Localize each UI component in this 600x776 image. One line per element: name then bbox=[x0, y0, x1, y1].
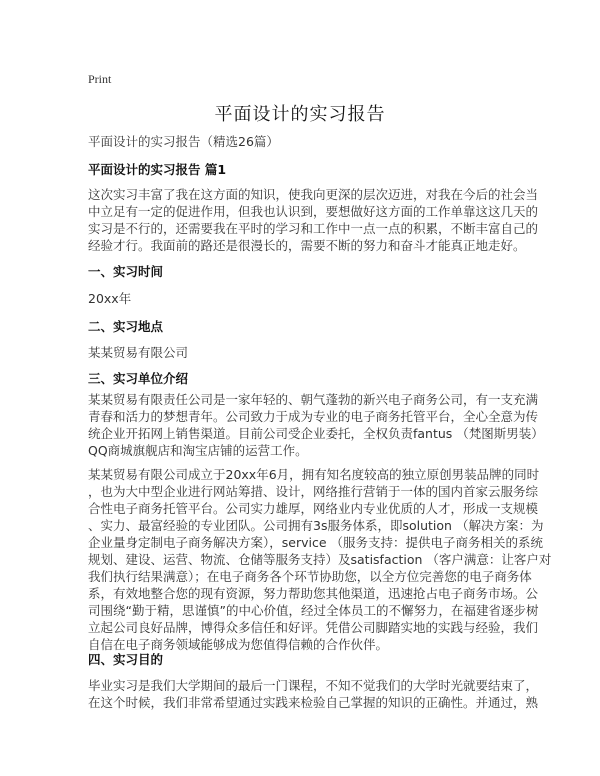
section-body-location bbox=[88, 344, 518, 361]
paragraph-line: 经验才行。我面前的路还是很漫长的，需要不断的努力和奋斗才能真正地走好。 bbox=[88, 238, 526, 253]
document-title: 平面设计的实习报告 bbox=[214, 104, 386, 125]
paragraph-line: 规划、建设、运营、物流、仓储等服务支持）及satisfaction （客户满意：让客户对 bbox=[88, 552, 552, 567]
paragraph-line: 企业量身定制电子商务解决方案），service （服务支持：提供电子商务相关的系统 bbox=[88, 535, 544, 550]
company-paragraph-2 bbox=[88, 466, 552, 653]
paragraph-line: 系，有效地整合您的现有资源，努力帮助您其他渠道，迅速抢占电子商务市场。公 bbox=[88, 586, 539, 601]
paragraph-line: 司围绕“勤于精，思谨慎”的中心价值，经过全体员工的不懈努力，在福建省逐步树 bbox=[88, 603, 539, 618]
section-heading-location: 二、实习地点 bbox=[88, 319, 164, 334]
paragraph-line: 实习是不行的，还需要我在平时的学习和工作中一点一点的积累，不断丰富自己的 bbox=[88, 221, 539, 236]
paragraph-line: 青春和活力的梦想青年。公司致力于成为专业的电子商务托管平台，全心全意为传 bbox=[88, 409, 539, 424]
paragraph-line: 我们执行结果满意）；在电子商务各个环节协助您，以全方位完善您的电子商务体 bbox=[88, 569, 532, 584]
section-heading-time: 一、实习时间 bbox=[88, 264, 164, 279]
section-heading-company: 三、实习单位介绍 bbox=[88, 371, 189, 386]
paragraph-line: 中立足有一定的促进作用，但我也认识到，要想做好这方面的工作单靠这这几天的 bbox=[88, 204, 539, 219]
chapter-heading: 平面设计的实习报告 篇1 bbox=[88, 162, 227, 177]
paragraph-line: 20xx年 bbox=[88, 291, 132, 306]
paragraph-line: 某某贸易有限公司成立于20xx年6月，拥有知名度较高的独立原创男装品牌的同时 bbox=[88, 467, 540, 482]
paragraph-line: 统企业开拓网上销售渠道。目前公司受企业委托，全权负责fantus （梵图斯男装） bbox=[88, 426, 544, 441]
paragraph-line: 在这个时候，我们非常希望通过实践来检验自己掌握的知识的正确性。并通过，熟 bbox=[88, 695, 539, 710]
paragraph-line: QQ商城旗舰店和淘宝店铺的运营工作。 bbox=[88, 443, 308, 458]
company-paragraph-1 bbox=[88, 391, 544, 459]
paragraph-line: ，也为大中型企业进行网站筹措、设计，网络推行营销于一体的国内首家云服务综 bbox=[88, 484, 539, 499]
paragraph-line: 自信在电子商务领域能够成为您值得信赖的合作伙伴。 bbox=[88, 637, 389, 652]
document-subtitle: 平面设计的实习报告（精选26篇） bbox=[88, 134, 279, 149]
paragraph-line: 、实力、最富经验的专业团队。公司拥有3s服务体系，即solution （解决方案：为 bbox=[88, 518, 544, 533]
paragraph-line: 某某贸易有限责任公司是一家年轻的、朝气蓬勃的新兴电子商务公司，有一支充满 bbox=[88, 392, 539, 407]
section-heading-purpose: 四、实习目的 bbox=[88, 652, 164, 667]
intro-paragraph bbox=[88, 186, 539, 254]
section-body-time bbox=[88, 290, 518, 307]
paragraph-line: 某某贸易有限公司 bbox=[88, 345, 189, 360]
paragraph-line: 毕业实习是我们大学期间的最后一门课程，不知不觉我们的大学时光就要结束了， bbox=[88, 678, 539, 693]
purpose-paragraph bbox=[88, 677, 539, 711]
paragraph-line: 合性电子商务托管平台。公司实力雄厚，网络业内专业优质的人才，形成一支规模 bbox=[88, 501, 539, 516]
paragraph-line: 立起公司良好品牌，博得众多信任和好评。凭借公司脚踏实地的实践与经验，我们 bbox=[88, 620, 539, 635]
paragraph-line: 这次实习丰富了我在这方面的知识，使我向更深的层次迈进，对我在今后的社会当 bbox=[88, 187, 539, 202]
print-label[interactable]: Print bbox=[88, 72, 112, 86]
